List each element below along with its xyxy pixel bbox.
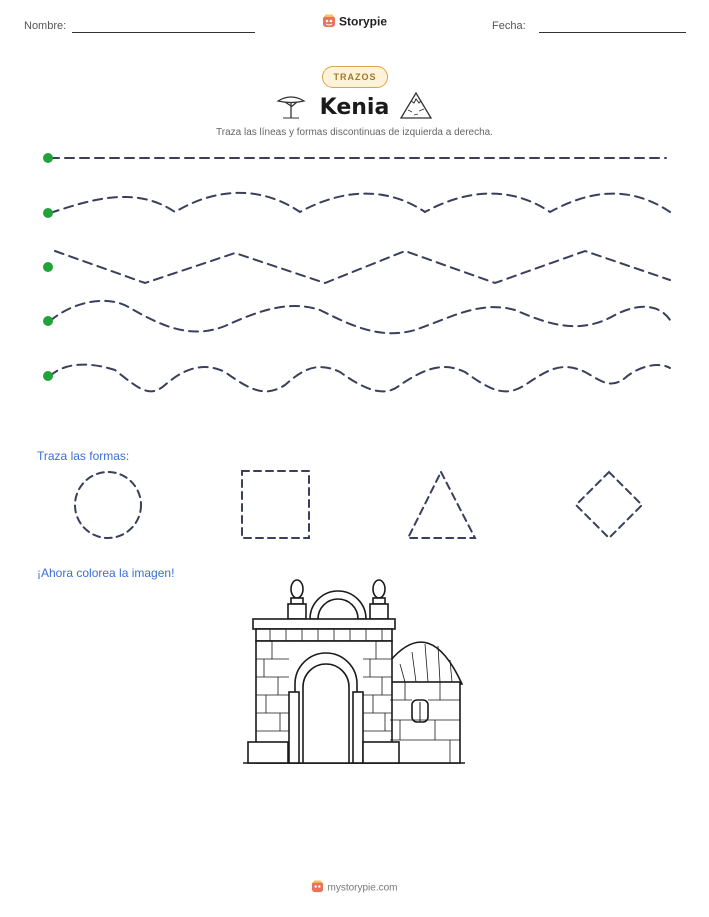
footer <box>0 880 709 896</box>
worksheet-badge: TRAZOS <box>322 66 388 88</box>
instruction-text: Traza las líneas y formas discontinuas de izquierda a derecha. <box>216 127 493 138</box>
date-line[interactable] <box>539 32 686 33</box>
coloring-image-gate-and-hut[interactable] <box>240 574 470 769</box>
tracing-shapes <box>0 460 709 550</box>
color-section-title: ¡Ahora colorea la imagen! <box>37 566 175 580</box>
tracing-lines <box>0 140 709 400</box>
shape-circle[interactable] <box>75 472 141 538</box>
start-dot <box>43 262 53 272</box>
page-title: Kenia <box>319 95 390 120</box>
name-line[interactable] <box>72 32 255 33</box>
date-label: Fecha: <box>492 20 526 32</box>
shape-square[interactable] <box>242 471 309 538</box>
brand <box>0 14 709 31</box>
storypie-logo-icon <box>322 14 336 31</box>
tracing-line-wave-3[interactable] <box>50 365 670 392</box>
start-dot <box>43 208 53 218</box>
tracing-line-wave-2[interactable] <box>50 301 670 333</box>
storypie-logo-icon <box>311 880 324 896</box>
brand-name: Storypie <box>338 14 387 29</box>
start-dot <box>43 371 53 381</box>
shape-diamond[interactable] <box>576 472 642 538</box>
shapes-section-title: Traza las formas: <box>37 449 130 463</box>
start-dot <box>43 316 53 326</box>
footer-site-link[interactable]: mystorypie.com <box>327 882 398 894</box>
tracing-line-zigzag[interactable] <box>55 251 670 283</box>
tracing-line-wave-1[interactable] <box>50 193 670 213</box>
name-label: Nombre: <box>24 20 67 32</box>
shape-triangle[interactable] <box>408 472 475 538</box>
mountain-icon <box>399 90 433 125</box>
start-dot <box>43 153 53 163</box>
